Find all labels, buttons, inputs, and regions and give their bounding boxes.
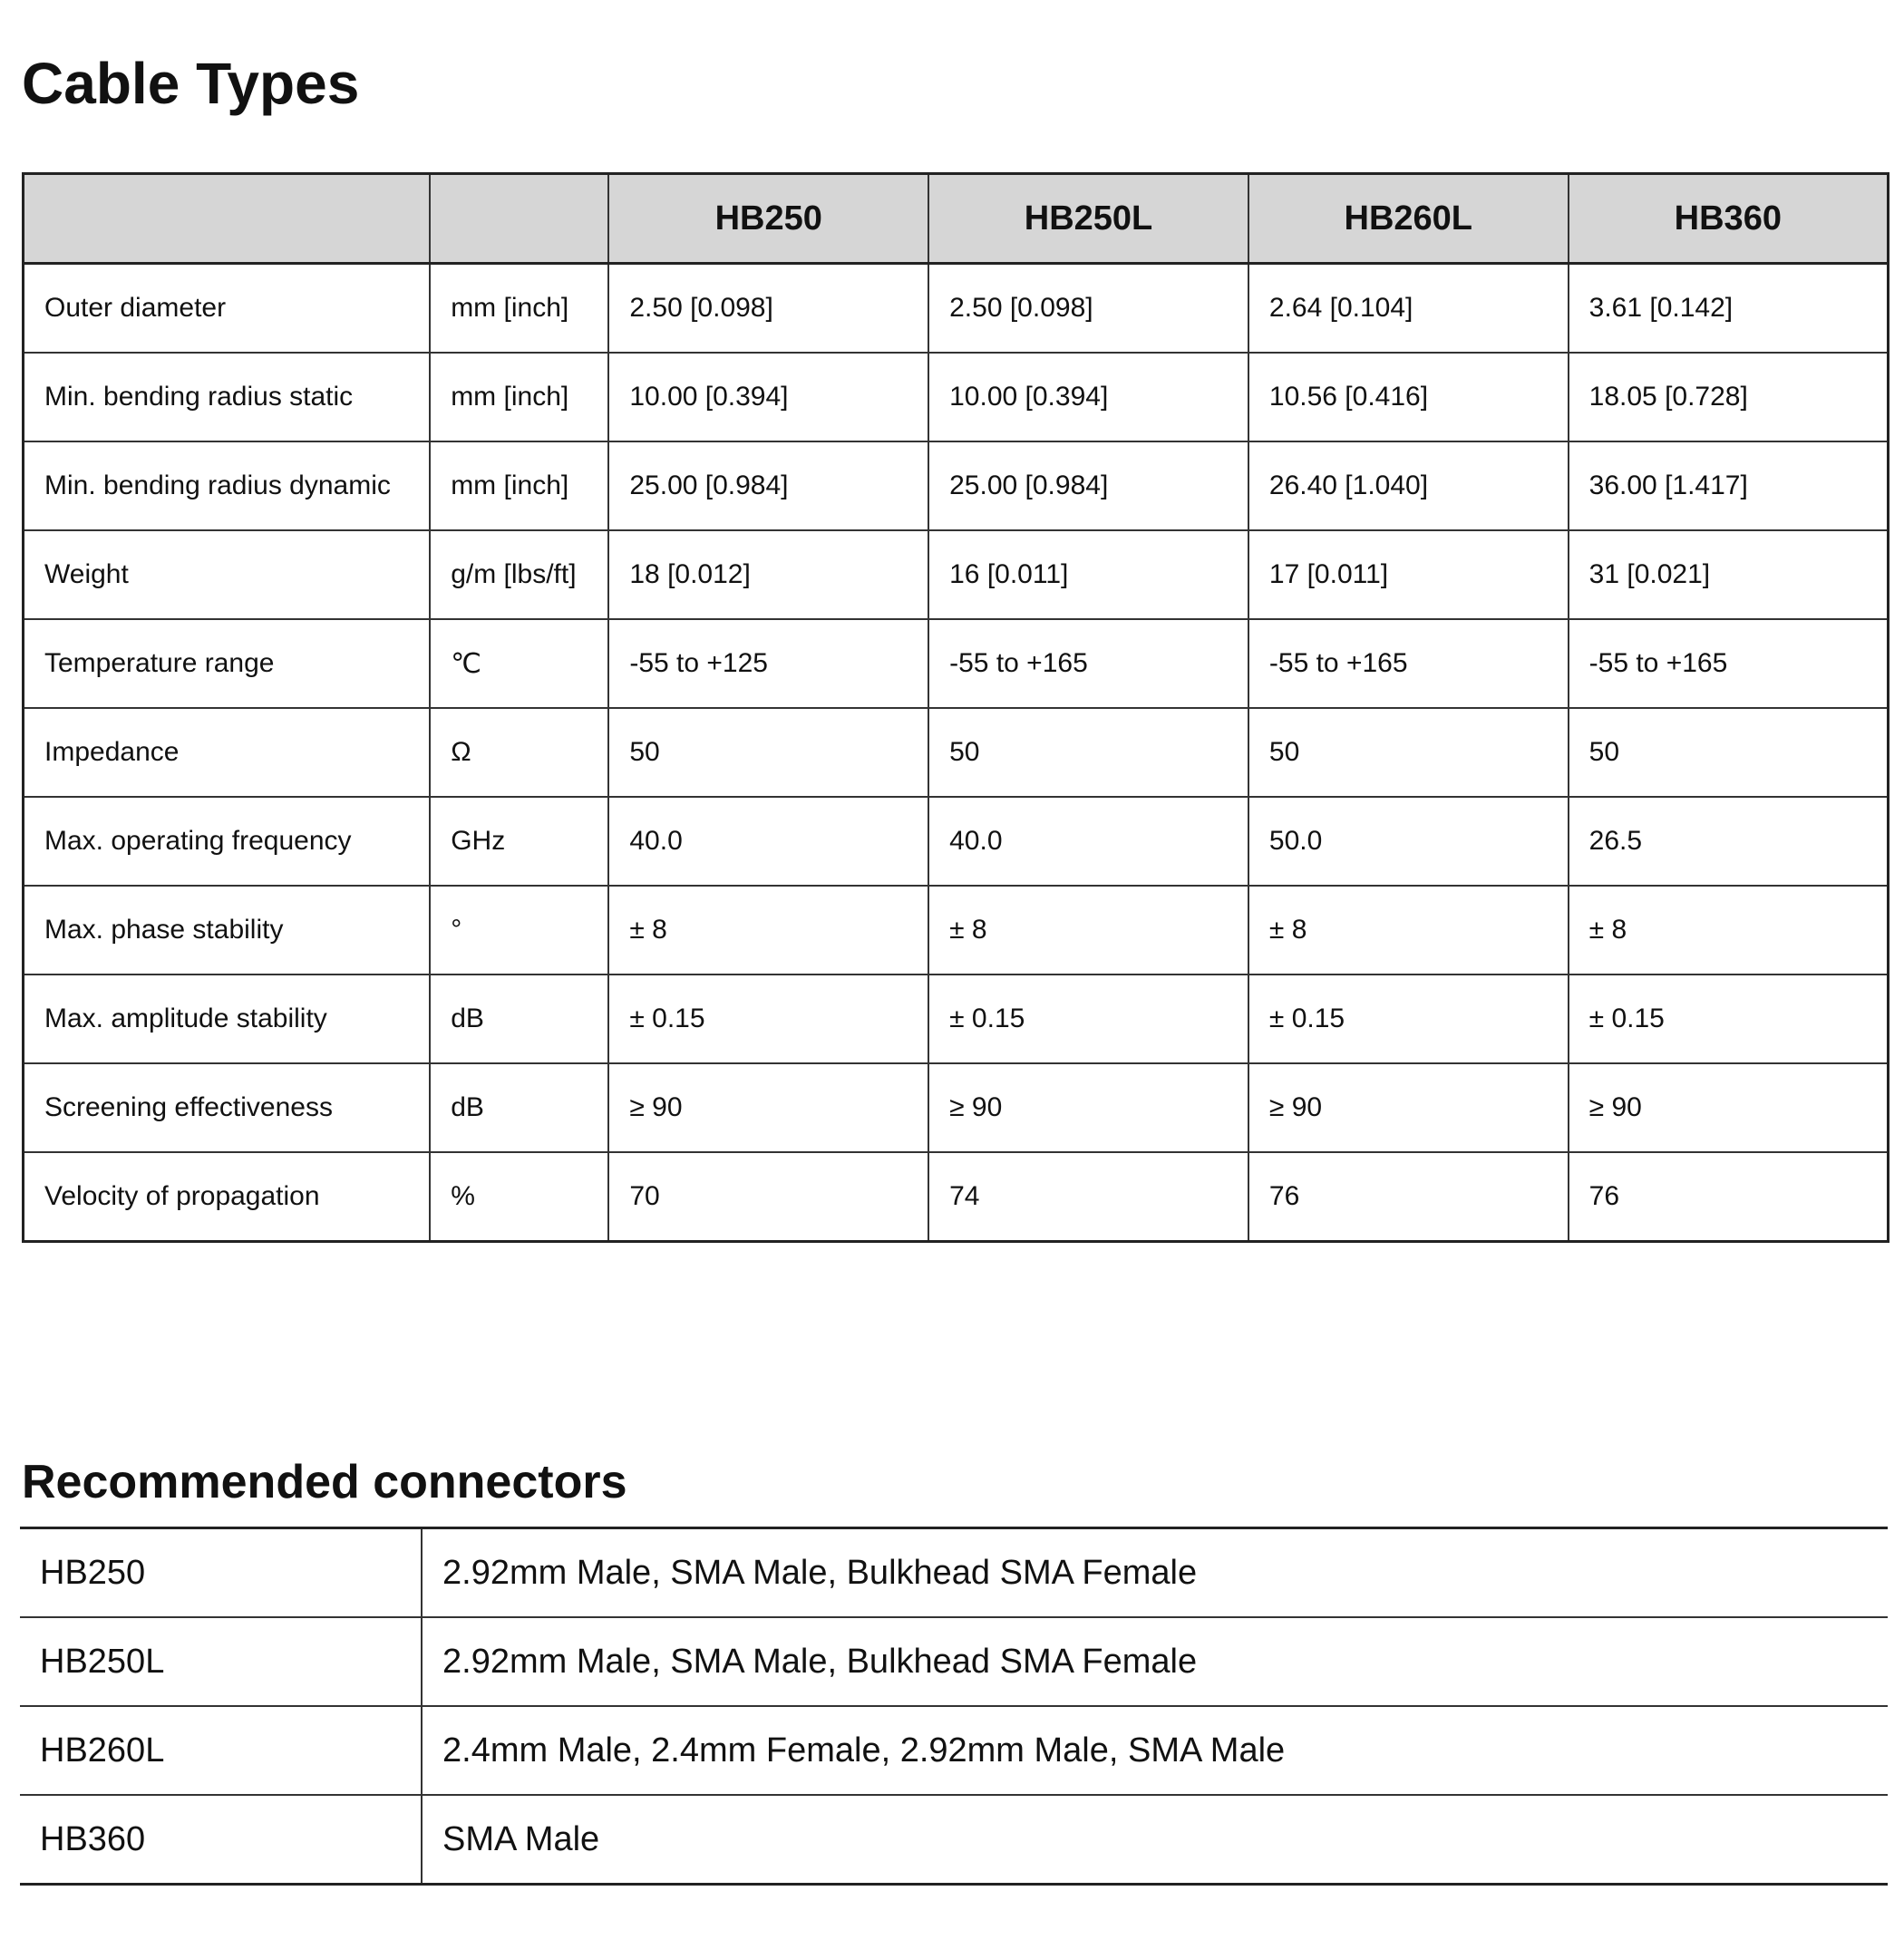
value-cell: ≥ 90 xyxy=(928,1063,1248,1152)
value-cell: 18 [0.012] xyxy=(608,530,928,619)
value-cell: 2.50 [0.098] xyxy=(608,264,928,354)
table-row xyxy=(20,1706,1888,1795)
value-cell: 40.0 xyxy=(608,797,928,886)
value-cell: ≥ 90 xyxy=(1248,1063,1569,1152)
parameter-cell: Impedance xyxy=(24,708,431,797)
table-row xyxy=(24,708,1889,797)
parameter-cell: Weight xyxy=(24,530,431,619)
value-cell: 17 [0.011] xyxy=(1248,530,1569,619)
value-cell: ≥ 90 xyxy=(1569,1063,1889,1152)
value-cell: 18.05 [0.728] xyxy=(1569,353,1889,441)
value-cell: 31 [0.021] xyxy=(1569,530,1889,619)
parameter-cell: Outer diameter xyxy=(24,264,431,354)
value-cell: 25.00 [0.984] xyxy=(608,441,928,530)
parameter-cell: Max. phase stability xyxy=(24,886,431,974)
header-cell-parameter xyxy=(24,174,431,264)
parameter-cell: Velocity of propagation xyxy=(24,1152,431,1242)
table-row xyxy=(24,264,1889,354)
header-cell-hb250l: HB250L xyxy=(928,174,1248,264)
table-row xyxy=(24,530,1889,619)
table-row xyxy=(24,797,1889,886)
table-row xyxy=(24,886,1889,974)
value-cell: 50 xyxy=(608,708,928,797)
unit-cell: mm [inch] xyxy=(430,353,608,441)
value-cell: -55 to +165 xyxy=(928,619,1248,708)
model-cell: HB260L xyxy=(20,1706,422,1795)
unit-cell: dB xyxy=(430,1063,608,1152)
value-cell: ± 8 xyxy=(1248,886,1569,974)
value-cell: 74 xyxy=(928,1152,1248,1242)
model-cell: HB250 xyxy=(20,1528,422,1618)
unit-cell: ° xyxy=(430,886,608,974)
value-cell: -55 to +165 xyxy=(1569,619,1889,708)
value-cell: 76 xyxy=(1248,1152,1569,1242)
value-cell: 10.00 [0.394] xyxy=(928,353,1248,441)
model-cell: HB250L xyxy=(20,1617,422,1706)
table-row xyxy=(24,441,1889,530)
value-cell: 70 xyxy=(608,1152,928,1242)
value-cell: 50 xyxy=(1569,708,1889,797)
value-cell: 40.0 xyxy=(928,797,1248,886)
unit-cell: mm [inch] xyxy=(430,264,608,354)
table-row xyxy=(24,353,1889,441)
value-cell: ± 0.15 xyxy=(928,974,1248,1063)
value-cell: 2.64 [0.104] xyxy=(1248,264,1569,354)
value-cell: 26.40 [1.040] xyxy=(1248,441,1569,530)
value-cell: 50.0 xyxy=(1248,797,1569,886)
parameter-cell: Temperature range xyxy=(24,619,431,708)
value-cell: 16 [0.011] xyxy=(928,530,1248,619)
cable-types-title: Cable Types xyxy=(22,51,360,116)
unit-cell: ℃ xyxy=(430,619,608,708)
connectors-cell: 2.92mm Male, SMA Male, Bulkhead SMA Female xyxy=(422,1528,1888,1618)
value-cell: ± 0.15 xyxy=(1248,974,1569,1063)
value-cell: 3.61 [0.142] xyxy=(1569,264,1889,354)
recommended-connectors-title: Recommended connectors xyxy=(22,1456,627,1508)
value-cell: -55 to +125 xyxy=(608,619,928,708)
unit-cell: Ω xyxy=(430,708,608,797)
value-cell: 10.00 [0.394] xyxy=(608,353,928,441)
header-cell-unit xyxy=(430,174,608,264)
parameter-cell: Max. operating frequency xyxy=(24,797,431,886)
table-row xyxy=(24,619,1889,708)
value-cell: 50 xyxy=(928,708,1248,797)
unit-cell: % xyxy=(430,1152,608,1242)
value-cell: ± 8 xyxy=(608,886,928,974)
value-cell: 76 xyxy=(1569,1152,1889,1242)
table-row xyxy=(20,1795,1888,1885)
value-cell: ± 0.15 xyxy=(1569,974,1889,1063)
value-cell: 36.00 [1.417] xyxy=(1569,441,1889,530)
parameter-cell: Min. bending radius static xyxy=(24,353,431,441)
value-cell: 50 xyxy=(1248,708,1569,797)
unit-cell: g/m [lbs/ft] xyxy=(430,530,608,619)
unit-cell: GHz xyxy=(430,797,608,886)
spec-header-row xyxy=(24,174,1889,264)
value-cell: 2.50 [0.098] xyxy=(928,264,1248,354)
parameter-cell: Screening effectiveness xyxy=(24,1063,431,1152)
value-cell: ± 0.15 xyxy=(608,974,928,1063)
value-cell: ± 8 xyxy=(928,886,1248,974)
header-cell-hb360: HB360 xyxy=(1569,174,1889,264)
value-cell: 10.56 [0.416] xyxy=(1248,353,1569,441)
header-cell-hb250: HB250 xyxy=(608,174,928,264)
parameter-cell: Min. bending radius dynamic xyxy=(24,441,431,530)
connectors-cell: SMA Male xyxy=(422,1795,1888,1885)
value-cell: 25.00 [0.984] xyxy=(928,441,1248,530)
connectors-cell: 2.92mm Male, SMA Male, Bulkhead SMA Female xyxy=(422,1617,1888,1706)
table-row xyxy=(24,1152,1889,1242)
value-cell: ± 8 xyxy=(1569,886,1889,974)
table-row xyxy=(20,1528,1888,1618)
header-cell-hb260l: HB260L xyxy=(1248,174,1569,264)
unit-cell: mm [inch] xyxy=(430,441,608,530)
table-row xyxy=(24,974,1889,1063)
connectors-table xyxy=(20,1527,1888,1886)
unit-cell: dB xyxy=(430,974,608,1063)
value-cell: -55 to +165 xyxy=(1248,619,1569,708)
table-row xyxy=(20,1617,1888,1706)
connectors-cell: 2.4mm Male, 2.4mm Female, 2.92mm Male, SMA Male xyxy=(422,1706,1888,1795)
value-cell: 26.5 xyxy=(1569,797,1889,886)
value-cell: ≥ 90 xyxy=(608,1063,928,1152)
table-row xyxy=(24,1063,1889,1152)
parameter-cell: Max. amplitude stability xyxy=(24,974,431,1063)
model-cell: HB360 xyxy=(20,1795,422,1885)
cable-spec-table xyxy=(22,172,1889,1243)
